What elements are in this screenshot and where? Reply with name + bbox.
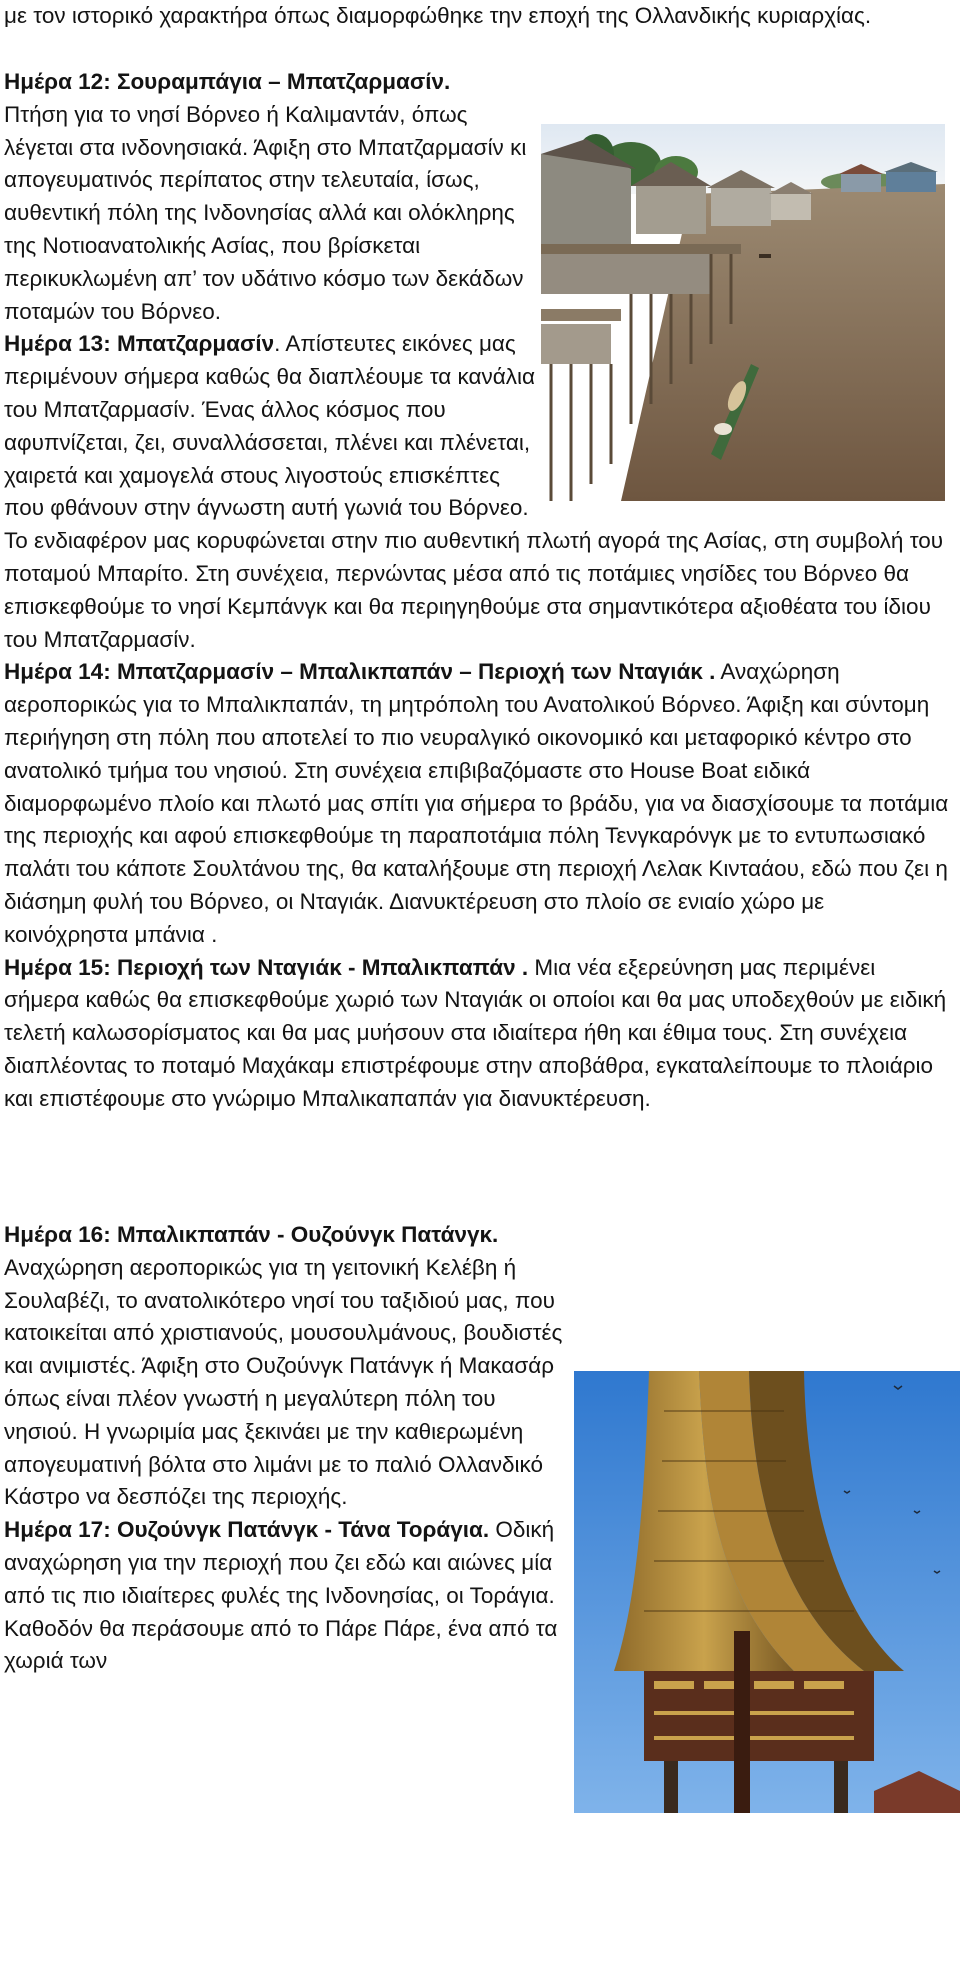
day-16-text: Αναχώρηση αεροπορικώς για τη γειτονική Κελέβη ή Σουλαβέζι, το ανατολικότερο νησί του ταξιδιού μας, που κατοικείται από χριστιανούς, μουσουλμάνους, βουδιστές και ανιμιστές. Άφιξη στο Ουζούνγκ Πατάνγκ ή Μακασάρ όπως είναι πλέον γνωστή η μεγαλύτερη πόλη του νησιού. Η γνωριμία μας ξεκινάει με την καθιερωμένη απογευματινή βόλτα στο λιμάνι με το παλιό Ολλανδικό Κάστρο να δεσπόζει της περιοχής. — [4, 1254, 563, 1510]
river-photo-spacer — [540, 66, 952, 501]
day-15-text: Μια νέα εξερεύνηση μας περιμένει σήμερα καθώς θα επισκεφθούμε χωριό των Νταγιάκ οι οποίοι και θα μας υποδεχθούν με ειδική τελετή καλωσορίσματος και θα μας μυήσουν στα ιδιαίτερα ήθη και έθιμα τους. Στη συνέχεια διαπλέοντας το ποταμό Μαχάκαμ επιστρέφουμε στην αποβάθρα, εγκαταλείπουμε το πλοιάριο και επιστέφουμε στο γνώριμο Μπαλικαπαπάν για διανυκτέρευση. — [4, 954, 947, 1111]
day-15-heading: Ημέρα 15: Περιοχή των Νταγιάκ - Μπαλικπαπάν . — [4, 954, 529, 980]
intro-tail-paragraph — [0, 0, 952, 33]
itinerary-lower — [0, 1219, 952, 1971]
day-17-heading: Ημέρα 17: Ουζούνγκ Πατάνγκ - Τάνα Τοράγια. — [4, 1517, 490, 1543]
day-17-text: Οδική αναχώρηση για την περιοχή που ζει εδώ και αιώνες μία από τις πιο ιδιαίτερες φυλές της Ινδονησίας, οι Τοράγια. Καθοδόν θα περάσουμε από το Πάρε Πάρε, ένα από τα χωριά των — [4, 1517, 558, 1674]
day-14-heading: Ημέρα 14: Μπατζαρμασίν – Μπαλικπαπάν – Περιοχή των Νταγιάκ . — [4, 659, 716, 685]
itinerary-upper — [0, 66, 952, 1116]
day-13-heading: Ημέρα 13: Μπατζαρμασίν — [4, 331, 275, 357]
day-13-text: . Απίστευτες εικόνες μας περιμένουν σήμερα καθώς θα διαπλέουμε τα κανάλια του Μπατζαρμασίν. Ένας άλλος κόσμος που αφυπνίζεται, ζει, συναλλάσσεται, πλένει και πλένεται, χαιρετά και χαμογελά στους λιγοστούς επισκέπτες που φθάνουν στην άγνωστη αυτή γωνιά του Βόρνεο. Το ενδιαφέρον μας κορυφώνεται στην πιο αυθεντική πλωτή αγορά της Ασίας, στη συμβολή του ποταμού Μπαρίτο. Στη συνέχεια, περνώντας μέσα από τις ποτάμιες νησίδες του Βόρνεο θα επισκεφθούμε το νησί Κεμπάνγκ και θα περιηγηθούμε στα σημαντικότερα αξιοθέατα του ίδιου του Μπατζαρμασίν. — [4, 331, 944, 652]
day-16-heading: Ημέρα 16: Μπαλικπαπάν - Ουζούνγκ Πατάνγκ. — [4, 1222, 499, 1247]
intro-tail-text: με τον ιστορικό χαρακτήρα όπως διαμορφώθηκε την εποχή της Ολλανδικής κυριαρχίας. — [4, 3, 872, 28]
tongkonan-photo-spacer — [568, 1371, 952, 1971]
day-15-paragraph — [4, 952, 952, 1116]
day-12-text: Πτήση για το νησί Βόρνεο ή Καλιμαντάν, όπως λέγεται στα ινδονησιακά. Άφιξη στο Μπατζαρμασίν κι απογευματινός περίπατος στην τελευταία, ίσως, αυθεντική πόλη της Ινδονησίας αλλά και ολόκληρης της Νοτιοανατολικής Ασίας, που βρίσκεται περικυκλωμένη απ’ τον υδάτινο κόσμο των δεκάδων ποταμών του Βόρνεο. — [4, 101, 527, 324]
day-12-heading: Ημέρα 12: Σουραμπάγια – Μπατζαρμασίν. — [4, 69, 451, 94]
day-14-paragraph — [4, 656, 952, 951]
day-14-text: Αναχώρηση αεροπορικώς για το Μπαλικπαπάν, τη μητρόπολη του Ανατολικού Βόρνεο. Άφιξη και σύντομη περιήγηση στη πόλη που αποτελεί το πιο νευραλγικό οικονομικό και μεταφορικό κέντρο στο ανατολικό τμήμα του νησιού. Στη συνέχεια επιβιβαζόμαστε στο House Boat ειδικά διαμορφωμένο πλοίο και πλωτό μας σπίτι για σήμερα το βράδυ, για να διασχίσουμε τα ποτάμια της περιοχής και αφού επισκεφθούμε τη παραποτάμια πόλη Τενγκαρόνγκ με το εντυπωσιακό παλάτι του κάποτε Σουλτάνου της, θα καταλήξουμε στη περιοχή Λελακ Κινταάου, εδώ που ζει η διάσημη φυλή του Βόρνεο, οι Νταγιάκ. Διανυκτέρευση στο πλοίο σε ενιαίο χώρο με κοινόχρηστα μπάνια . — [4, 659, 949, 947]
